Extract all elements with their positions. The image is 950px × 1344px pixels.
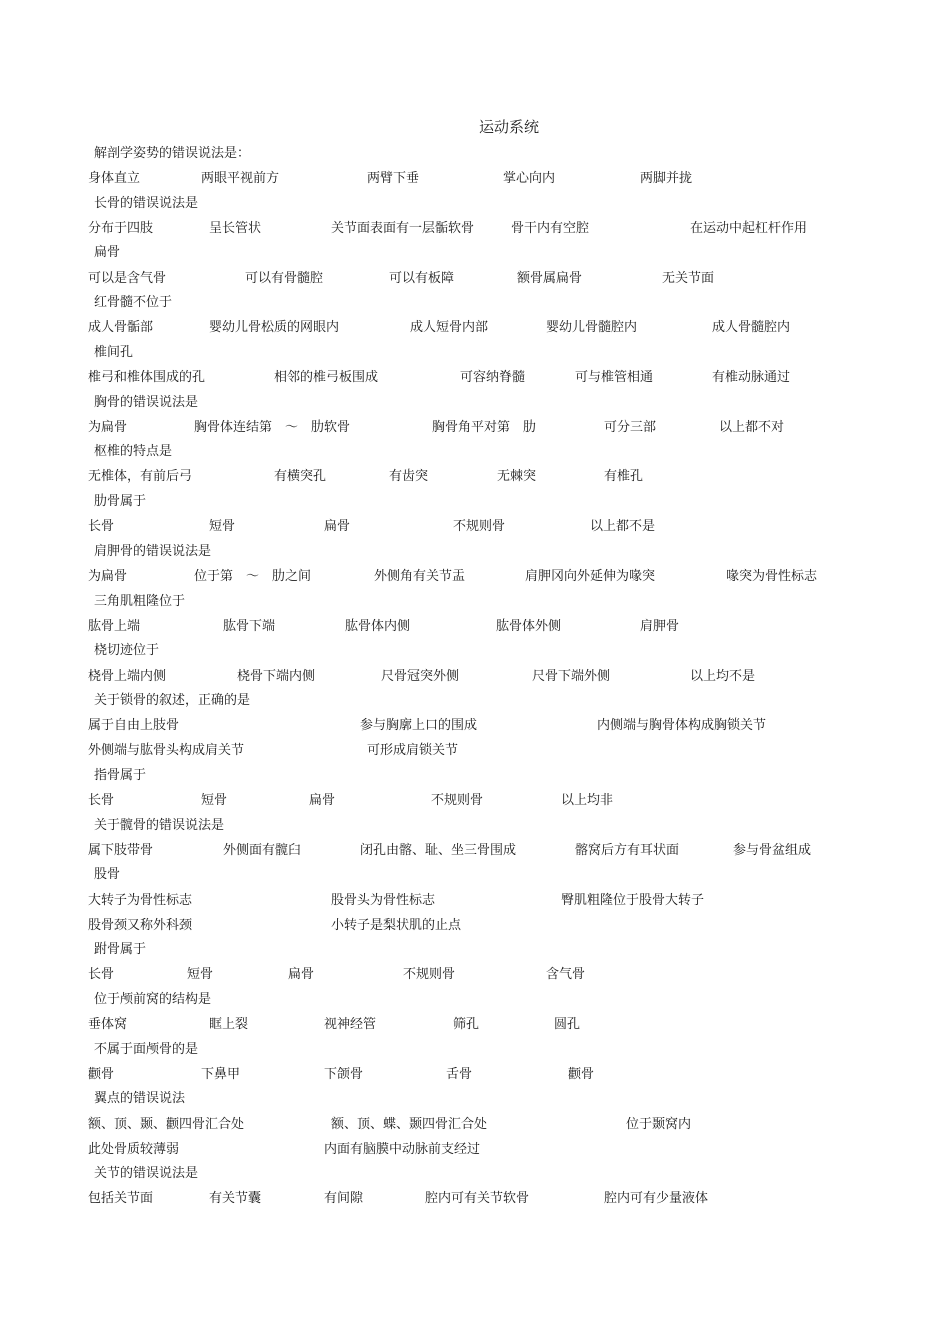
answer-option: 闭孔由髂、耻、坐三骨围成 [360,843,517,858]
answer-option: 扁骨 [288,967,315,982]
answer-option: 以上均非 [561,793,614,808]
question-stem: 关节的错误说法是 [94,1166,199,1181]
question-stem: 枢椎的特点是 [94,444,173,459]
question-stem: 肋骨属于 [94,494,147,509]
answer-option: 此处骨质较薄弱 [88,1142,180,1157]
answer-option: 股骨颈又称外科颈 [88,918,193,933]
question-stem: 胸骨的错误说法是 [94,395,199,410]
question-stem: 翼点的错误说法 [94,1091,186,1106]
answer-option: 舌骨 [446,1067,473,1082]
answer-option: 成人骨髓腔内 [712,320,791,335]
answer-option: 婴幼儿骨松质的网眼内 [209,320,340,335]
answer-option: 有椎孔 [604,469,644,484]
answer-option: 外侧角有关节盂 [374,569,466,584]
answer-option: 桡骨上端内侧 [88,669,167,684]
answer-option: 参与骨盆组成 [733,843,812,858]
answer-option: 无关节面 [662,271,715,286]
question-stem: 关于锁骨的叙述，正确的是 [94,693,251,708]
page-title: 运动系统 [478,118,539,136]
answer-option: 关节面表面有一层骺软骨 [331,221,475,236]
answer-option: 腔内可有关节软骨 [425,1191,530,1206]
answer-option: 筛孔 [453,1017,480,1032]
answer-option: 分布于四肢 [88,221,154,236]
answer-option: 扁骨 [324,519,351,534]
answer-option: 外侧面有髋臼 [223,843,302,858]
answer-option: 呈长管状 [209,221,262,236]
answer-option: 短骨 [209,519,236,534]
answer-option: 小转子是梨状肌的止点 [331,918,462,933]
answer-option: 长骨 [88,793,115,808]
answer-option: 桡骨下端内侧 [237,669,316,684]
question-stem: 红骨髓不位于 [94,295,173,310]
answer-option: 髂窝后方有耳状面 [575,843,680,858]
answer-option: 成人短骨内部 [410,320,489,335]
answer-option: 有横突孔 [274,469,327,484]
answer-option: 肱骨上端 [88,619,141,634]
answer-option: 两眼平视前方 [201,171,280,186]
answer-option: 两臂下垂 [367,171,420,186]
answer-option: 肱骨下端 [223,619,276,634]
answer-option: 位于颞窝内 [626,1117,692,1132]
answer-option: 喙突为骨性标志 [726,569,818,584]
answer-option: 内侧端与胸骨体构成胸锁关节 [597,718,767,733]
answer-option: 掌心向内 [503,171,556,186]
answer-option: 为扁骨 [88,569,128,584]
answer-option: 有间隙 [324,1191,364,1206]
answer-option: 有椎动脉通过 [712,370,791,385]
answer-option: 椎弓和椎体围成的孔 [88,370,206,385]
answer-option: 可以有板障 [389,271,455,286]
answer-option: 臀肌粗隆位于股骨大转子 [561,893,705,908]
answer-option: 下颌骨 [324,1067,364,1082]
answer-option: 眶上裂 [209,1017,249,1032]
question-stem: 关于髋骨的错误说法是 [94,818,225,833]
answer-option: 骨干内有空腔 [511,221,590,236]
answer-option: 以上都不对 [719,420,785,435]
answer-option: 尺骨下端外侧 [532,669,611,684]
answer-option: 含气骨 [546,967,586,982]
answer-option: 颧骨 [88,1067,115,1082]
answer-option: 无椎体，有前后弓 [88,469,193,484]
answer-option: 额骨属扁骨 [517,271,583,286]
question-stem: 三角肌粗隆位于 [94,594,186,609]
answer-option: 有关节囊 [209,1191,262,1206]
answer-option: 两脚并拢 [640,171,693,186]
answer-option: 大转子为骨性标志 [88,893,193,908]
answer-option: 胸骨体连结第 ～ 肋软骨 [194,420,351,435]
answer-option: 外侧端与肱骨头构成肩关节 [88,743,245,758]
question-stem: 位于颅前窝的结构是 [94,992,212,1007]
answer-option: 内面有脑膜中动脉前支经过 [324,1142,481,1157]
answer-option: 成人骨骺部 [88,320,154,335]
answer-option: 不规则骨 [453,519,506,534]
question-stem: 解剖学姿势的错误说法是： [94,146,251,161]
answer-option: 肩胛冈向外延伸为喙突 [525,569,656,584]
answer-option: 短骨 [187,967,214,982]
answer-option: 无棘突 [497,469,537,484]
answer-option: 以上均不是 [690,669,756,684]
answer-option: 可以有骨髓腔 [245,271,324,286]
answer-option: 参与胸廓上口的围成 [360,718,478,733]
answer-option: 胸骨角平对第 肋 [432,420,537,435]
answer-option: 不规则骨 [431,793,484,808]
answer-option: 垂体窝 [88,1017,128,1032]
answer-option: 可与椎管相通 [575,370,654,385]
answer-option: 相邻的椎弓板围成 [274,370,379,385]
answer-option: 为扁骨 [88,420,128,435]
answer-option: 视神经管 [324,1017,377,1032]
question-stem: 长骨的错误说法是 [94,196,199,211]
answer-option: 可容纳脊髓 [460,370,526,385]
answer-option: 在运动中起杠杆作用 [690,221,808,236]
answer-option: 可形成肩锁关节 [367,743,459,758]
answer-option: 尺骨冠突外侧 [381,669,460,684]
answer-option: 属于自由上肢骨 [88,718,180,733]
answer-option: 可以是含气骨 [88,271,167,286]
answer-option: 属下肢带骨 [88,843,154,858]
answer-option: 不规则骨 [403,967,456,982]
answer-option: 位于第 ～ 肋之间 [194,569,312,584]
answer-option: 股骨头为骨性标志 [331,893,436,908]
answer-option: 扁骨 [309,793,336,808]
answer-option: 额、顶、颞、颧四骨汇合处 [88,1117,245,1132]
question-stem: 不属于面颅骨的是 [94,1042,199,1057]
question-stem: 扁骨 [94,245,121,260]
answer-option: 肩胛骨 [640,619,680,634]
question-stem: 指骨属于 [94,768,147,783]
answer-option: 长骨 [88,519,115,534]
question-stem: 肩胛骨的错误说法是 [94,544,212,559]
answer-option: 下鼻甲 [201,1067,241,1082]
answer-option: 可分三部 [604,420,657,435]
answer-option: 以上都不是 [590,519,656,534]
answer-option: 肱骨体外侧 [496,619,562,634]
answer-option: 长骨 [88,967,115,982]
answer-option: 婴幼儿骨髓腔内 [546,320,638,335]
question-stem: 桡切迹位于 [94,643,160,658]
answer-option: 有齿突 [389,469,429,484]
answer-option: 肱骨体内侧 [345,619,411,634]
answer-option: 腔内可有少量液体 [604,1191,709,1206]
question-stem: 椎间孔 [94,345,134,360]
answer-option: 身体直立 [88,171,141,186]
answer-option: 短骨 [201,793,228,808]
answer-option: 颧骨 [568,1067,595,1082]
answer-option: 圆孔 [554,1017,581,1032]
answer-option: 额、顶、蝶、颞四骨汇合处 [331,1117,488,1132]
question-stem: 跗骨属于 [94,942,147,957]
question-stem: 股骨 [94,867,121,882]
answer-option: 包括关节面 [88,1191,154,1206]
